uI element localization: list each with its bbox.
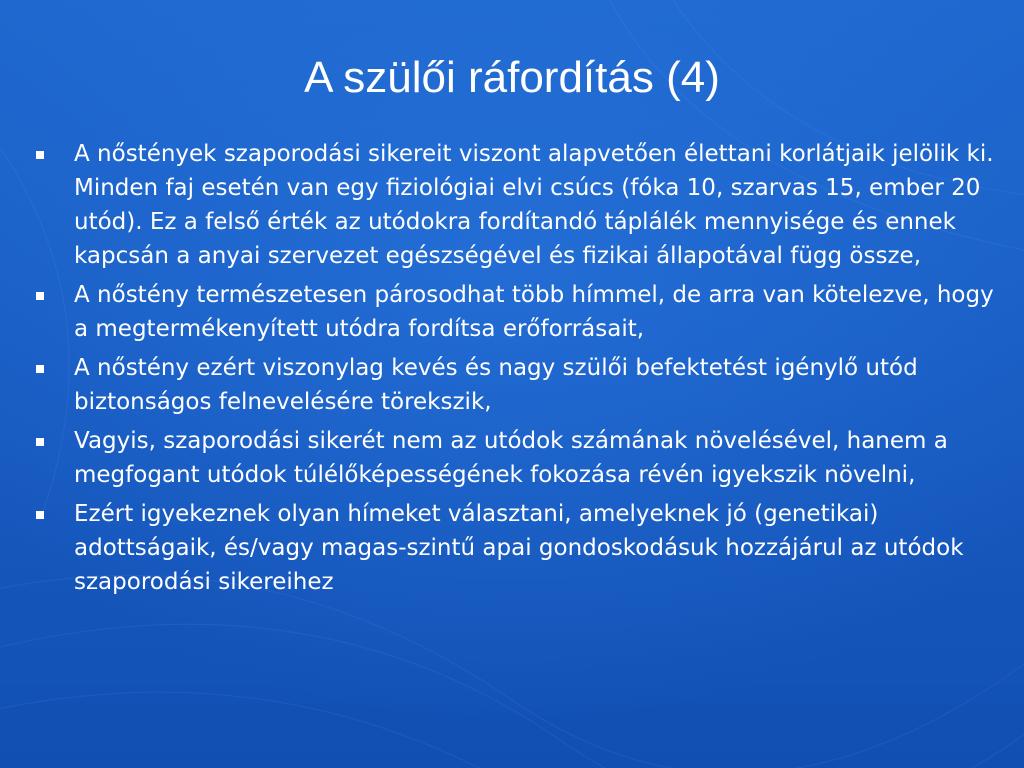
square-bullet-icon <box>36 365 44 373</box>
bullet-text: Ezért igyekeznek olyan hímeket választani, amelyeknek jó (genetikai) adottságaik, és/vagy magas-szintű apai gondoskodásuk hozzájárul az utódok szaporodási sikereihez <box>74 501 964 595</box>
bullet-text: A nőstény ezért viszonylag kevés és nagy szülői befektetést igénylő utód biztonságos felnevelésére törekszik, <box>74 355 918 415</box>
bullet-text: A nőstények szaporodási sikereit viszont alapvetően élettani korlátjaik jelölik ki. Minden faj esetén van egy fiziológiai elvi csúcs (fóka 10, szarvas 15, ember 20 utód). Ez a felső érték az utódokra fordítandó táplálék mennyisége és ennek kapcsán a anyai szervezet egészségével és fizikai állapotával függ össze, <box>74 141 994 269</box>
slide-title: A szülői ráfordítás (4) <box>304 53 720 102</box>
bullet-text: Vagyis, szaporodási sikerét nem az utódok számának növelésével, hanem a megfogant utódok túlélőképességének fokozása révén igyekszik növelni, <box>74 428 948 488</box>
bullet-text: A nőstény természetesen párosodhat több hímmel, de arra van kötelezve, hogy a megtermékenyített utódra fordítsa erőforrásait, <box>74 282 994 342</box>
bullet-item <box>30 278 1005 346</box>
square-bullet-icon <box>36 438 44 446</box>
bullet-list <box>30 137 1005 604</box>
bullet-item <box>30 497 1005 599</box>
bullet-item <box>30 424 1005 492</box>
square-bullet-icon <box>36 151 44 159</box>
square-bullet-icon <box>36 511 44 519</box>
bullet-item <box>30 137 1005 273</box>
bullet-item <box>30 351 1005 419</box>
square-bullet-icon <box>36 292 44 300</box>
